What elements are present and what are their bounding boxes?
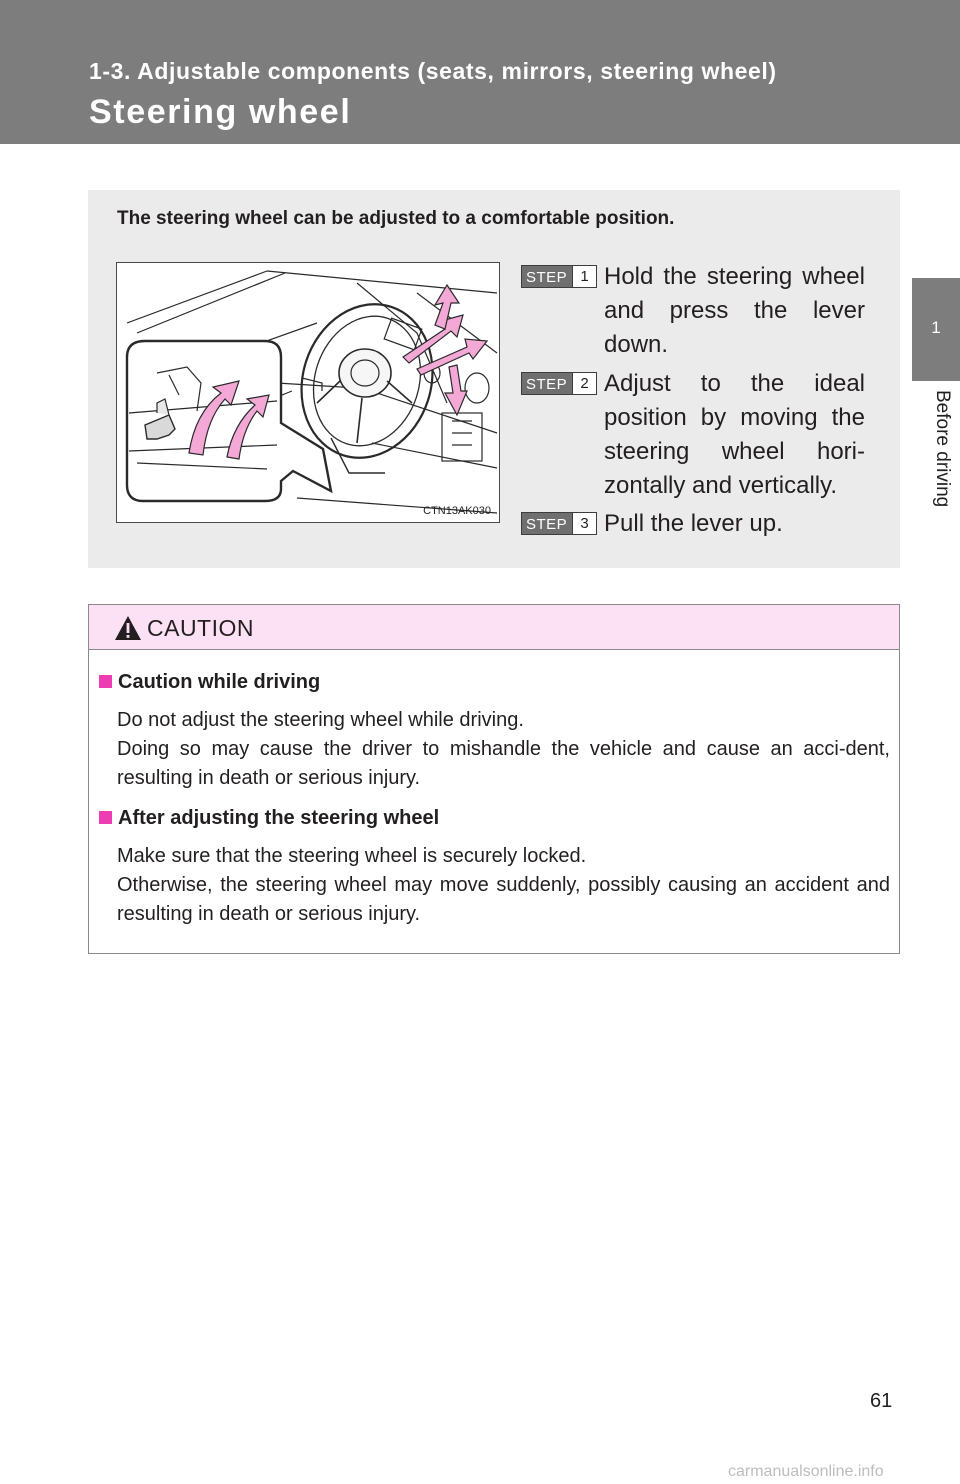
caution-header [89, 605, 899, 650]
chapter-tab[interactable] [912, 278, 960, 381]
step-label: STEP [526, 269, 568, 286]
step-2-badge [521, 372, 597, 395]
step-number: 2 [572, 373, 596, 394]
step-1-text: Hold the steering wheel and press the lever down. [604, 263, 865, 358]
caution-title: CAUTION [147, 615, 254, 641]
steering-wheel-drawing [117, 263, 500, 523]
step-number: 1 [572, 266, 596, 287]
watermark: carmanualsonline.info [728, 1463, 884, 1480]
step-3-badge [521, 512, 597, 535]
page-title: Steering wheel [89, 93, 352, 131]
section-title: 1-3. Adjustable components (seats, mirrors, steering wheel) [89, 58, 777, 84]
step-label: STEP [526, 376, 568, 393]
caution-paragraph-2: Make sure that the steering wheel is securely locked. Otherwise, the steering wheel may move suddenly, possibly causing an accident and resulting in death or serious injury. [117, 845, 890, 925]
caution-heading-2: After adjusting the steering wheel [99, 807, 439, 830]
bullet-square-icon [99, 675, 112, 688]
chapter-label: Before driving [932, 390, 953, 508]
step-number: 3 [572, 513, 596, 534]
warning-triangle-icon [114, 615, 142, 641]
figure-code: CTN13AK030 [423, 505, 491, 517]
chapter-number: 1 [931, 318, 941, 337]
steering-wheel-illustration [116, 262, 500, 523]
caution-box [88, 604, 900, 954]
step-2-text: Adjust to the ideal position by moving the steering wheel hori-zontally and vertically. [604, 370, 865, 499]
page-header [0, 0, 960, 144]
caution-paragraph-1: Do not adjust the steering wheel while driving. Doing so may cause the driver to mishandle the vehicle and cause an acci-dent, resulting in death or serious injury. [117, 709, 890, 789]
step-3-text: Pull the lever up. [604, 510, 783, 537]
intro-box [88, 190, 900, 568]
step-label: STEP [526, 516, 568, 533]
caution-heading-1: Caution while driving [99, 671, 320, 694]
page-number: 61 [870, 1390, 893, 1412]
bullet-square-icon [99, 811, 112, 824]
intro-text: The steering wheel can be adjusted to a comfortable position. [117, 208, 675, 229]
step-1-badge [521, 265, 597, 288]
